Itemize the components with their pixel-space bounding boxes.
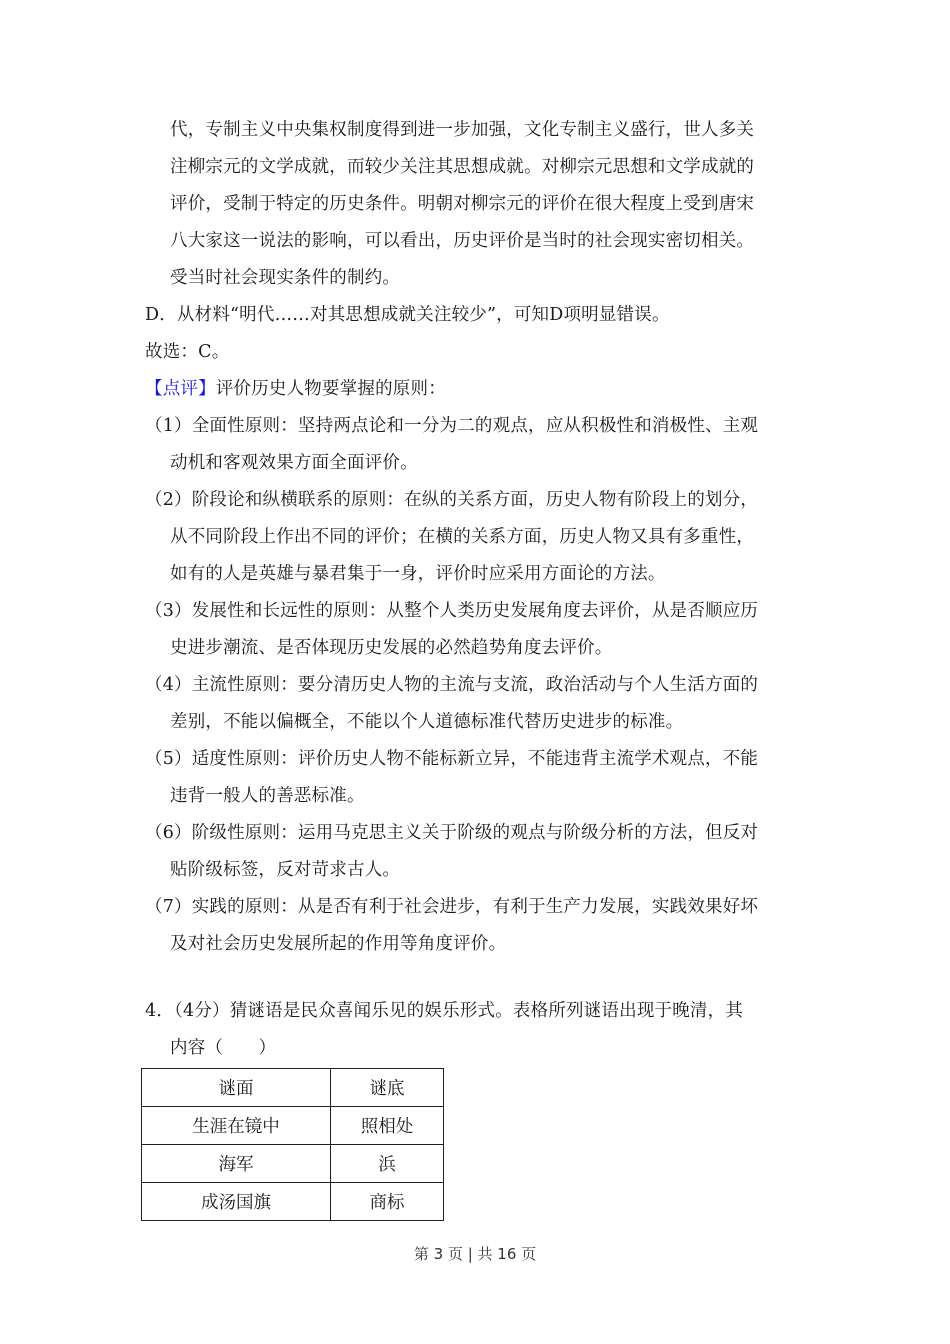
table-header-cell: 谜面 <box>142 1069 331 1107</box>
analysis-line: 代，专制主义中央集权制度得到进一步加强，文化专制主义盛行，世人多关 <box>170 120 755 140</box>
principle-4: （4）主流性原则：要分清历史人物的主流与支流，政治活动与个人生活方面的 <box>145 675 759 695</box>
principle-2: （2）阶段论和纵横联系的原则：在纵的关系方面，历史人物有阶段上的划分， <box>145 490 759 510</box>
table-cell: 生涯在镜中 <box>142 1107 331 1145</box>
principle-6: （6）阶级性原则：运用马克思主义关于阶级的观点与阶级分析的方法，但反对 <box>145 823 759 843</box>
principle-3-cont: 史进步潮流、是否体现历史发展的必然趋势角度去评价。 <box>170 638 613 658</box>
riddle-table <box>141 1068 444 1221</box>
principle-6-cont: 贴阶级标签，反对苛求古人。 <box>170 860 401 880</box>
question-4-stem: 4．（4分）猜谜语是民众喜闻乐见的娱乐形式。表格所列谜语出现于晚清，其 <box>145 1001 744 1021</box>
analysis-line: 注柳宗元的文学成就，而较少关注其思想成就。对柳宗元思想和文学成就的 <box>170 157 755 177</box>
principle-2-cont: 如有的人是英雄与暴君集于一身，评价时应采用方面论的方法。 <box>170 564 666 584</box>
option-d-analysis: D．从材料“明代……对其思想成就关注较少”，可知D项明显错误。 <box>145 305 670 325</box>
principle-1: （1）全面性原则：坚持两点论和一分为二的观点，应从积极性和消极性、主观 <box>145 416 759 436</box>
table-cell: 浜 <box>331 1145 444 1183</box>
comment-heading <box>145 377 446 401</box>
comment-intro: 评价历史人物要掌握的原则： <box>215 379 446 399</box>
principle-7: （7）实践的原则：从是否有利于社会进步，有利于生产力发展，实践效果好坏 <box>145 897 759 917</box>
analysis-line: 受当时社会现实条件的制约。 <box>170 268 401 288</box>
table-header-cell: 谜底 <box>331 1069 444 1107</box>
table-cell: 海军 <box>142 1145 331 1183</box>
answer-line: 故选：C。 <box>145 342 230 362</box>
principle-5-cont: 违背一般人的善恶标准。 <box>170 786 365 806</box>
principle-4-cont: 差别，不能以偏概全，不能以个人道德标准代替历史进步的标准。 <box>170 712 684 732</box>
principle-5: （5）适度性原则：评价历史人物不能标新立异，不能违背主流学术观点，不能 <box>145 749 759 769</box>
analysis-line: 八大家这一说法的影响，可以看出，历史评价是当时的社会现实密切相关。 <box>170 231 755 251</box>
table-header-row <box>142 1069 444 1107</box>
table-row <box>142 1183 444 1221</box>
table-cell: 成汤国旗 <box>142 1183 331 1221</box>
comment-tag: 【点评】 <box>145 379 216 399</box>
question-4-stem-cont: 内容（ ） <box>170 1038 277 1058</box>
page-footer: 第 3 页 | 共 16 页 <box>413 1245 537 1263</box>
principle-7-cont: 及对社会历史发展所起的作用等角度评价。 <box>170 934 507 954</box>
principle-3: （3）发展性和长远性的原则：从整个人类历史发展角度去评价，从是否顺应历 <box>145 601 759 621</box>
principle-2-cont: 从不同阶段上作出不同的评价；在横的关系方面，历史人物又具有多重性， <box>170 527 755 547</box>
table-row <box>142 1107 444 1145</box>
table-cell: 商标 <box>331 1183 444 1221</box>
analysis-line: 评价，受制于特定的历史条件。明朝对柳宗元的评价在很大程度上受到唐宋 <box>170 194 755 214</box>
principle-1-cont: 动机和客观效果方面全面评价。 <box>170 453 418 473</box>
table-cell: 照相处 <box>331 1107 444 1145</box>
table-row <box>142 1145 444 1183</box>
